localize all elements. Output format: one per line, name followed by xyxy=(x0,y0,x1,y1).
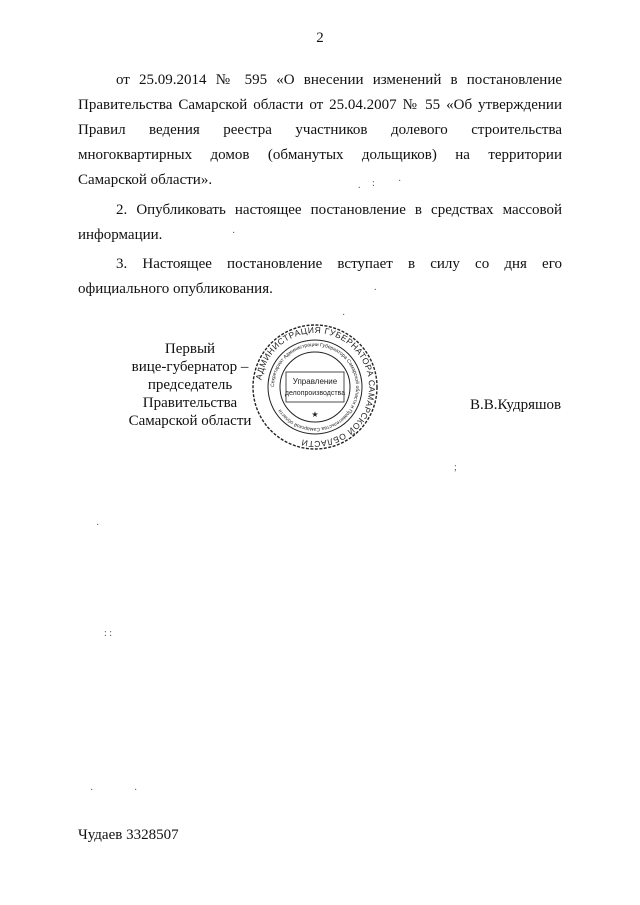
signatory-name: В.В.Кудряшов xyxy=(470,397,562,413)
seal-center-line1: Управление xyxy=(292,377,338,386)
paragraph-2-line: 2. Опубликовать настоящее постановление в средствах массовой xyxy=(116,202,562,218)
page-number: 2 xyxy=(316,30,324,46)
paragraph-2-line: информации. xyxy=(78,227,163,243)
paragraph-3-line: официального опубликования. xyxy=(78,281,273,297)
paragraph-3 xyxy=(78,252,562,302)
position-line: председатель Правительства xyxy=(142,377,238,411)
scan-speck: · xyxy=(134,785,138,796)
scan-speck: ; xyxy=(454,462,457,473)
scan-speck: . xyxy=(374,282,377,293)
scan-speck: · xyxy=(342,310,346,321)
scan-speck: · xyxy=(398,176,402,187)
paragraph-1-line: многоквартирных домов (обманутых дольщиков) на территории xyxy=(78,147,562,163)
seal-inner-text: Секретариат Администрации Губернатора Самарской области и Правительства Самарской области xyxy=(269,341,361,433)
scan-speck: . xyxy=(358,180,361,191)
executor-footer: Чудаев 3328507 xyxy=(78,827,179,843)
paragraph-1-line: Самарской области». xyxy=(78,172,213,188)
paragraph-1-line: Правил ведения реестра участников долевого строительства xyxy=(78,122,562,138)
paragraph-1-line: Правительства Самарской области от 25.04.2007 № 55 «Об утверждении xyxy=(78,97,562,113)
scan-speck: : : xyxy=(104,628,113,639)
scan-speck: · xyxy=(232,228,236,239)
position-line: Самарской области xyxy=(128,413,252,429)
seal-icon xyxy=(250,322,380,452)
paragraph-2 xyxy=(78,198,562,248)
scan-speck: : xyxy=(372,178,375,189)
position-line: Первый xyxy=(164,341,216,357)
scan-speck: · xyxy=(90,785,94,796)
seal-center-line2: делопроизводства xyxy=(284,390,346,397)
official-seal-stamp xyxy=(250,322,380,452)
paragraph-1-line: от 25.09.2014 № 595 «О внесении изменений в постановление xyxy=(116,72,562,88)
position-line: вице-губернатор – xyxy=(131,359,249,375)
svg-text:★: ★ xyxy=(311,410,319,419)
seal-outer-text: АДМИНИСТРАЦИЯ ГУБЕРНАТОРА САМАРСКОЙ ОБЛАСТИ xyxy=(253,324,378,450)
paragraph-3-line: 3. Настоящее постановление вступает в силу со дня его xyxy=(116,256,562,272)
scan-speck: · xyxy=(96,520,100,531)
paragraph-1 xyxy=(78,68,562,193)
